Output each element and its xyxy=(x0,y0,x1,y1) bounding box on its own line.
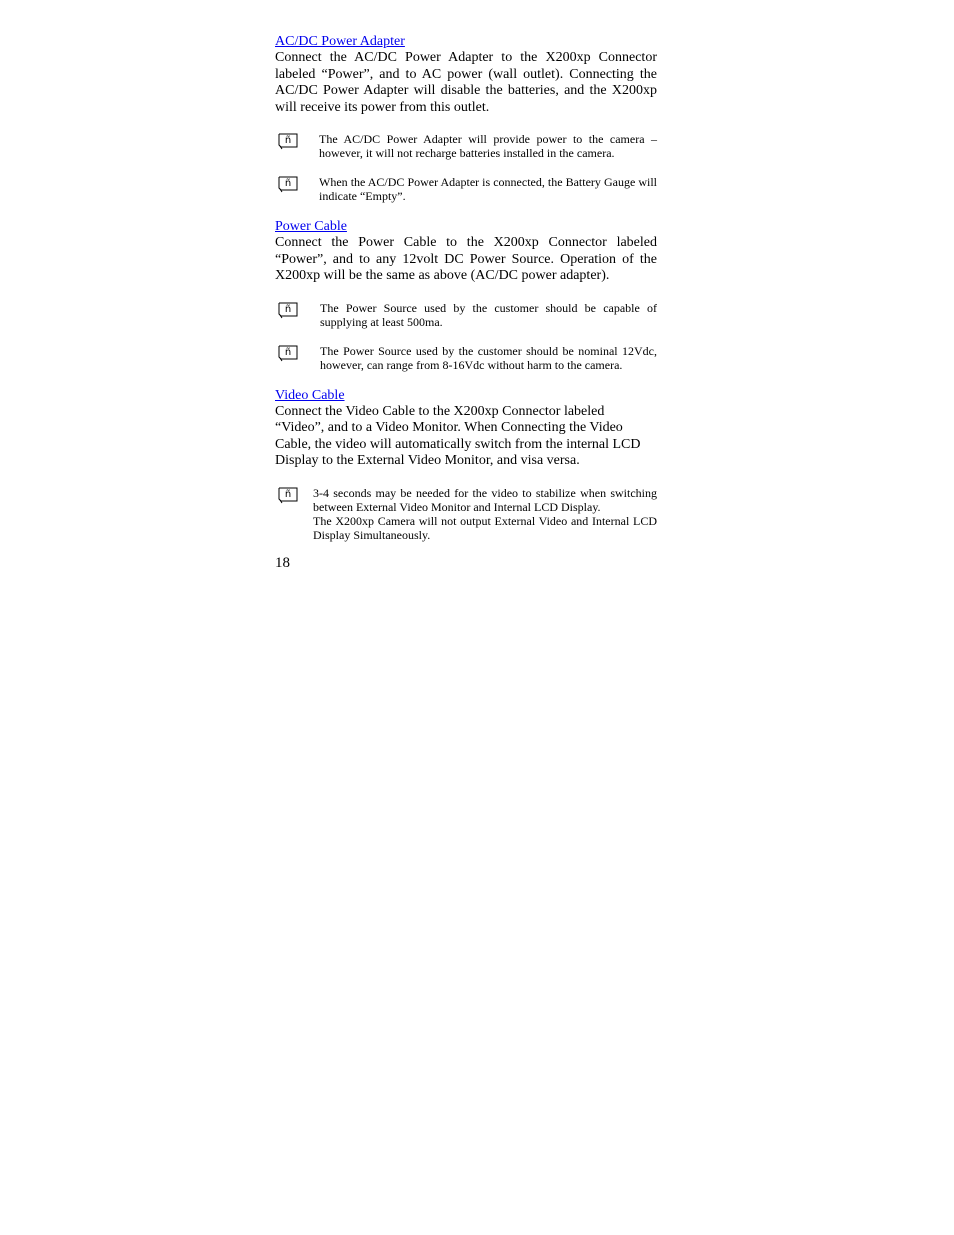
note-text: 3-4 seconds may be needed for the video to stabilize when switching between External Video Monitor and Internal LCD Display. xyxy=(313,485,657,514)
paragraph-ac-dc-power-adapter: Connect the AC/DC Power Adapter to the X200xp Connector labeled “Power”, and to AC power (wall outlet). Connecting the AC/DC Power Adapter will disable the batteries, and the X200xp will receive its power from this outlet. xyxy=(275,50,657,115)
svg-text:ñ: ñ xyxy=(284,178,292,189)
note-icon xyxy=(278,132,298,150)
section-video-cable xyxy=(275,386,657,542)
heading-power-cable[interactable]: Power Cable xyxy=(275,219,347,234)
note-text: The X200xp Camera will not output External Video and Internal LCD Display Simultaneously. xyxy=(313,513,657,542)
note-icon xyxy=(278,175,298,193)
section-power-cable xyxy=(275,217,657,372)
heading-video-cable[interactable]: Video Cable xyxy=(275,387,345,403)
note-power-cable-2 xyxy=(275,344,657,372)
svg-text:ñ: ñ xyxy=(284,346,292,358)
svg-text:ñ: ñ xyxy=(284,488,292,500)
svg-text:ñ: ñ xyxy=(284,303,292,315)
note-power-cable-1 xyxy=(275,301,657,329)
note-text: The AC/DC Power Adapter will provide power to the camera – however, it will not recharge batteries installed in the camera. xyxy=(319,132,657,160)
note-icon xyxy=(278,301,298,319)
note-ac-dc-1 xyxy=(275,132,657,160)
note-text: When the AC/DC Power Adapter is connected, the Battery Gauge will indicate “Empty”. xyxy=(319,175,657,203)
note-ac-dc-2 xyxy=(275,175,657,203)
document-page xyxy=(275,32,657,572)
section-ac-dc-power-adapter xyxy=(275,32,657,203)
paragraph-video-cable: Connect the Video Cable to the X200xp Connector labeled “Video”, and to a Video Monitor. When Connecting the Video Cable, the video will automatically switch from the internal LCD Display to the External Video Monitor, and visa versa. xyxy=(275,403,641,468)
paragraph-power-cable: Connect the Power Cable to the X200xp Connector labeled “Power”, and to any 12volt DC Power Source. Operation of the X200xp will be the same as above (AC/DC power adapter). xyxy=(275,235,657,283)
note-video-cable xyxy=(275,486,657,542)
page-number: 18 xyxy=(275,554,290,571)
svg-text:ñ: ñ xyxy=(284,135,292,146)
note-icon xyxy=(278,344,298,362)
note-icon xyxy=(278,486,298,504)
note-text: The Power Source used by the customer should be capable of supplying at least 500ma. xyxy=(320,300,657,329)
heading-ac-dc-power-adapter[interactable]: AC/DC Power Adapter xyxy=(275,34,405,49)
note-text: The Power Source used by the customer should be nominal 12Vdc, however, can range from 8-16Vdc without harm to the camera. xyxy=(320,343,657,372)
